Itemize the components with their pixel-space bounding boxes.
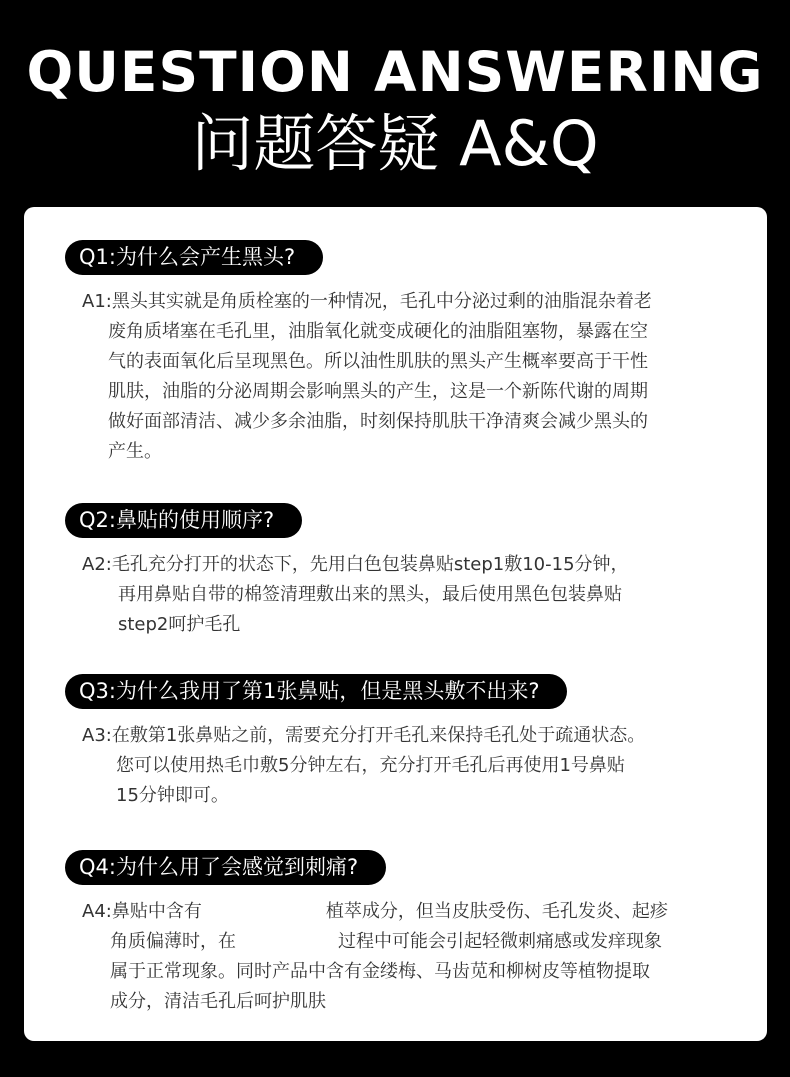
- question-1: Q1:为什么会产生黑头?: [65, 240, 323, 275]
- answer-2-line: A2:毛孔充分打开的状态下，先用白色包装鼻贴step1敷10-15分钟，: [82, 554, 629, 575]
- answer-4-line: 属于正常现象。同时产品中含有金缕梅、马齿苋和柳树皮等植物提取: [110, 961, 650, 982]
- qa-card: [24, 207, 767, 1041]
- answer-4-line: [82, 897, 762, 927]
- answer-2-line: step2呵护毛孔: [118, 614, 241, 635]
- answer-1: [82, 287, 762, 467]
- answer-4-line2-part1: 角质偏薄时，在: [110, 931, 236, 952]
- answer-1-line: 做好面部清洁、减少多余油脂，时刻保持肌肤干净清爽会减少黑头的: [108, 411, 648, 432]
- answer-4: [82, 897, 762, 1017]
- answer-1-line: 气的表面氧化后呈现黑色。所以油性肌肤的黑头产生概率要高于干性: [108, 351, 648, 372]
- answer-1-line: 产生。: [108, 441, 162, 462]
- answer-4-line: [82, 927, 762, 957]
- answer-1-line: 废角质堵塞在毛孔里，油脂氧化就变成硬化的油脂阻塞物，暴露在空: [108, 321, 648, 342]
- answer-3-line: 您可以使用热毛巾敷5分钟左右，充分打开毛孔后再使用1号鼻贴: [116, 755, 625, 776]
- answer-2-line: 再用鼻贴自带的棉签清理敷出来的黑头，最后使用黑色包装鼻贴: [118, 584, 622, 605]
- answer-2: [82, 550, 762, 640]
- title-chinese: 问题答疑 A&Q: [191, 107, 599, 180]
- answer-3-line: 15分钟即可。: [116, 785, 229, 806]
- answer-4-line: 成分，清洁毛孔后呵护肌肤: [110, 991, 326, 1012]
- page-header: [0, 0, 790, 205]
- question-2: Q2:鼻贴的使用顺序?: [65, 503, 302, 538]
- answer-3: [82, 721, 762, 811]
- answer-4-line1-part1: A4:鼻贴中含有: [82, 901, 202, 922]
- answer-4-line1-part2: 植萃成分，但当皮肤受伤、毛孔发炎、起疹: [325, 901, 668, 922]
- question-4: Q4:为什么用了会感觉到刺痛?: [65, 850, 386, 885]
- answer-3-line: A3:在敷第1张鼻贴之前，需要充分打开毛孔来保持毛孔处于疏通状态。: [82, 725, 646, 746]
- answer-1-line: A1:黑头其实就是角质栓塞的一种情况，毛孔中分泌过剩的油脂混杂着老: [82, 291, 652, 312]
- question-3: Q3:为什么我用了第1张鼻贴，但是黑头敷不出来?: [65, 674, 567, 709]
- answer-1-line: 肌肤，油脂的分泌周期会影响黑头的产生，这是一个新陈代谢的周期: [108, 381, 648, 402]
- answer-4-line2-part2: 过程中可能会引起轻微刺痛感或发痒现象: [338, 931, 662, 952]
- title-english: QUESTION ANSWERING: [26, 40, 764, 104]
